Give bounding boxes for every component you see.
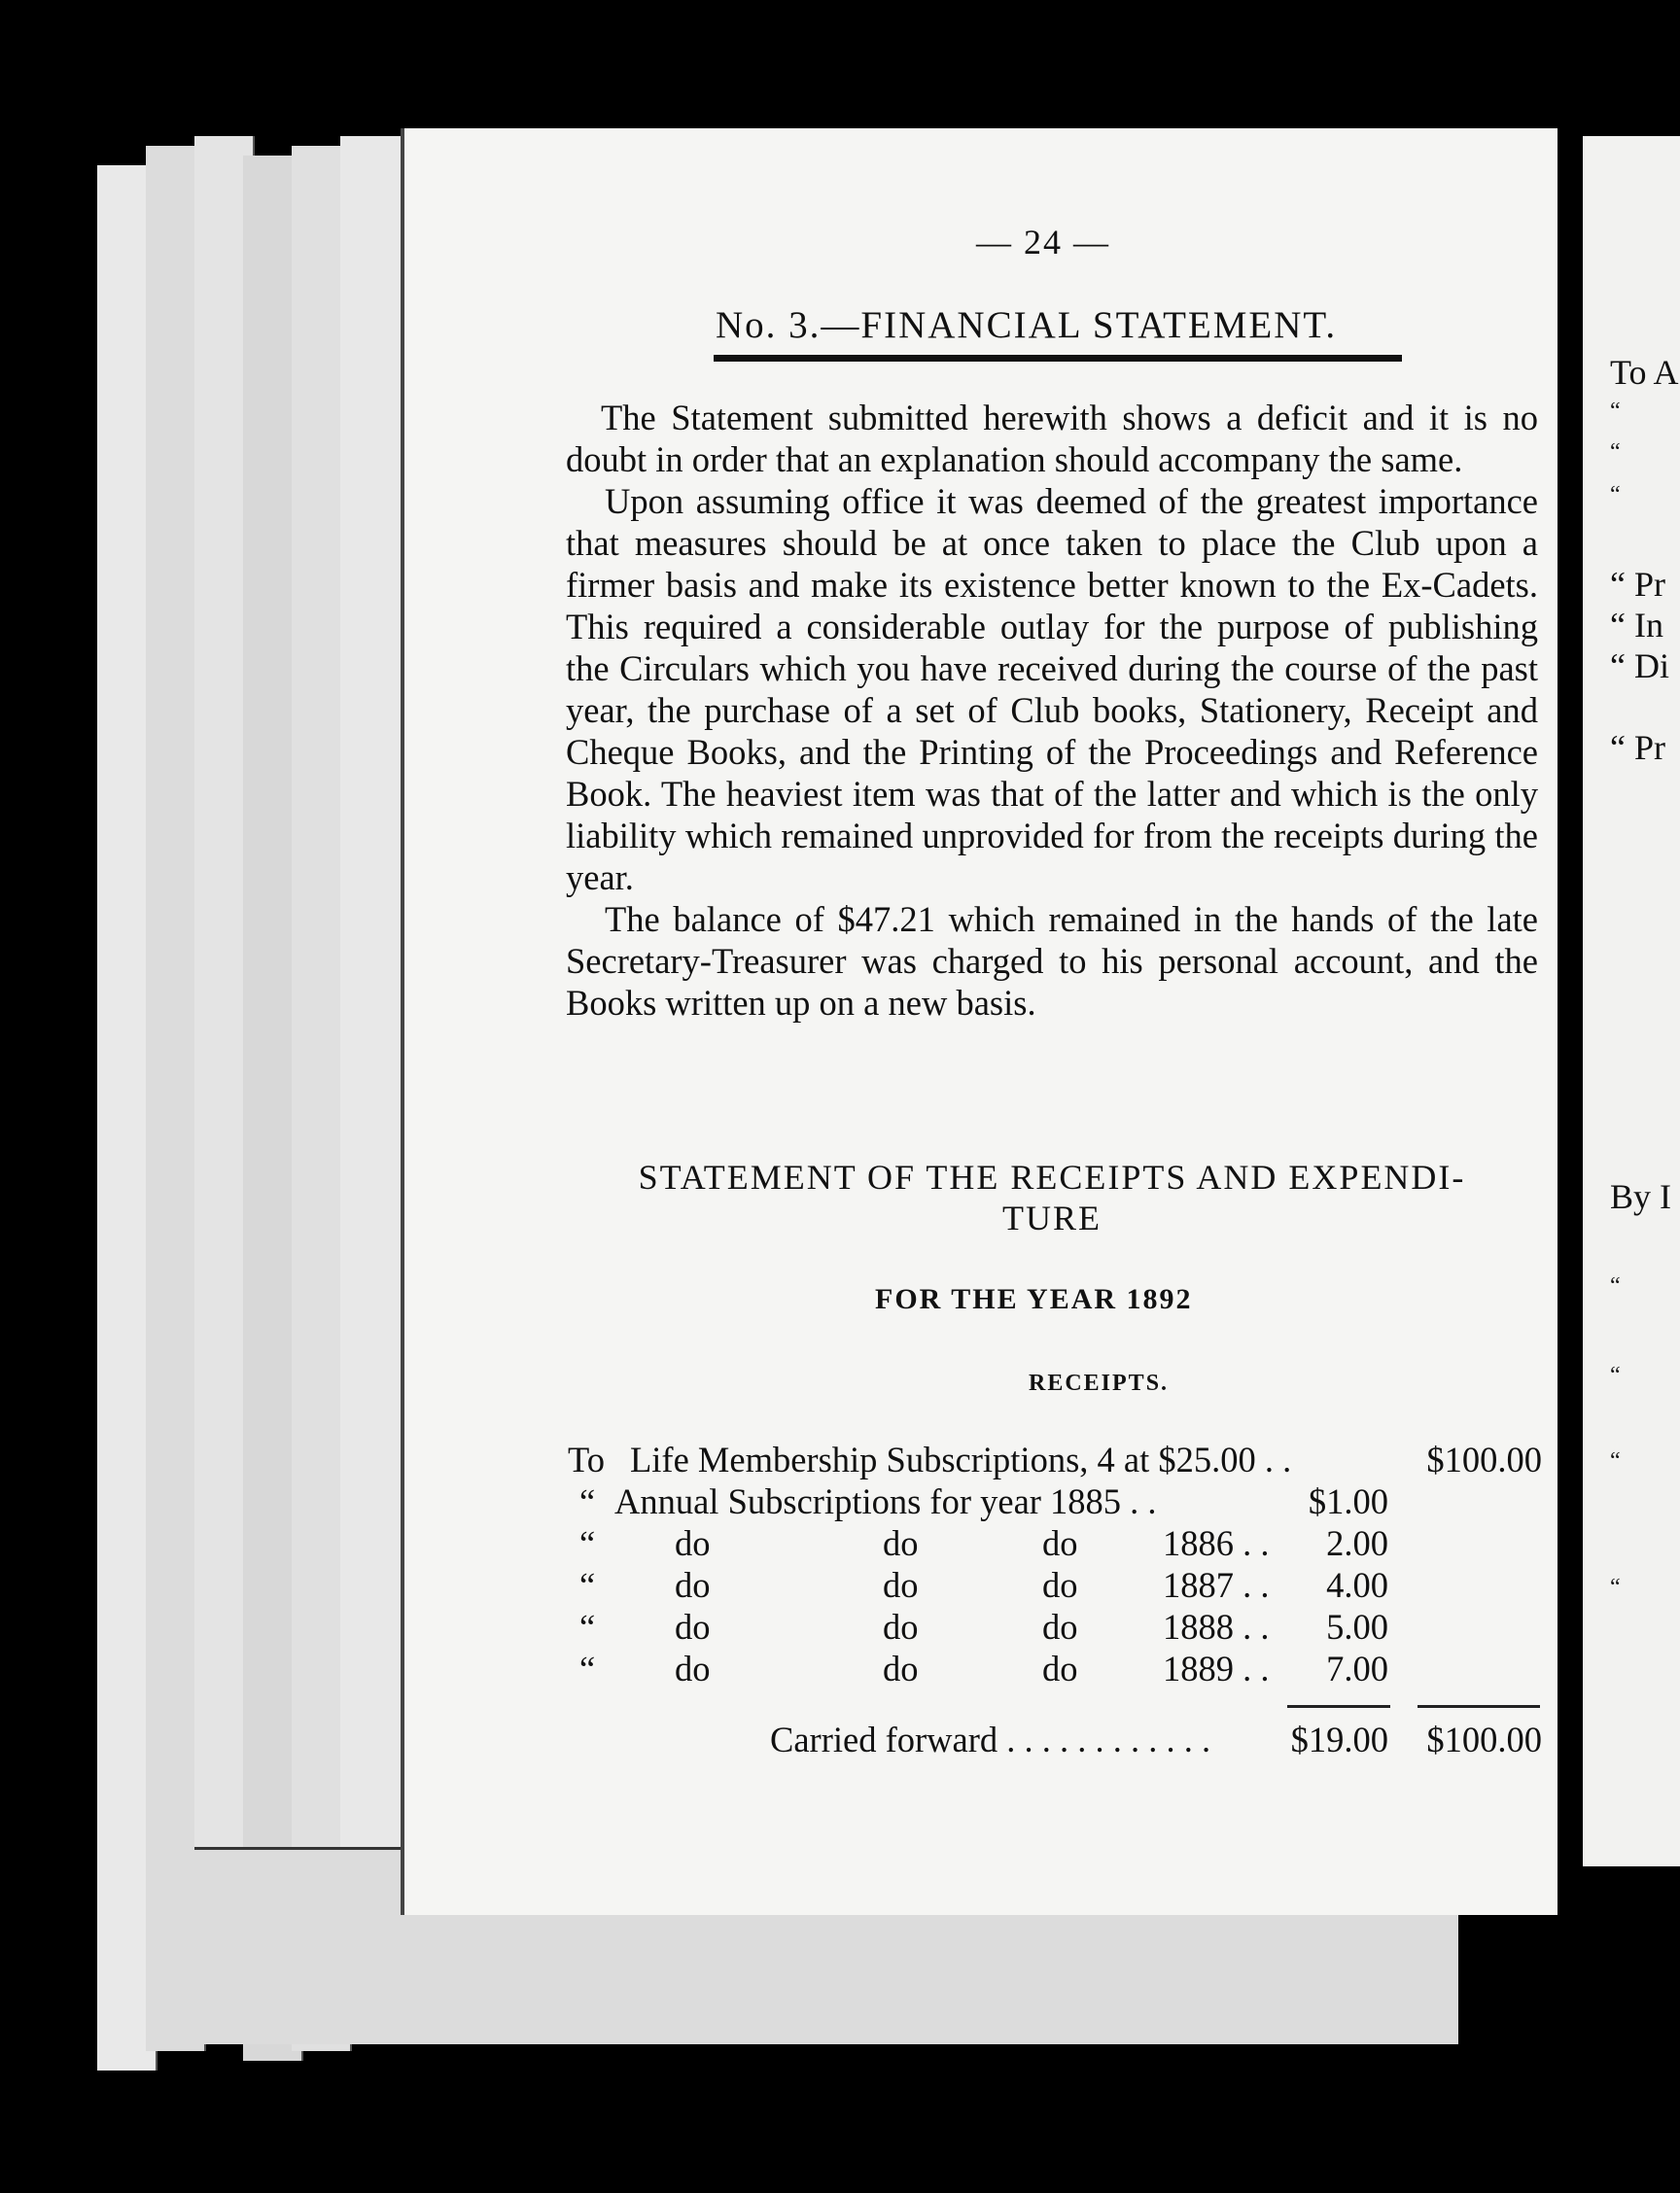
ledger-row	[568, 1522, 1556, 1564]
ledger-total: $100.00	[1426, 1720, 1542, 1759]
facing-page-fragment: “ Pr	[1610, 728, 1665, 767]
ditto-mark: “	[579, 1523, 596, 1563]
subtotal-rule	[1287, 1705, 1390, 1708]
facing-page	[1583, 136, 1680, 1866]
body-text	[566, 397, 1538, 1024]
statement-title	[566, 1157, 1538, 1238]
ditto-do: do	[675, 1523, 711, 1563]
ledger-year: 1888 . .	[1163, 1607, 1270, 1647]
ledger-year: 1886 . .	[1163, 1523, 1270, 1563]
ditto-mark: “	[579, 1481, 596, 1521]
ledger-year: 1889 . .	[1163, 1649, 1270, 1688]
ledger-row	[568, 1439, 1556, 1480]
page-number: — 24 —	[976, 223, 1110, 261]
ditto-do: do	[1042, 1523, 1078, 1563]
ledger-row	[568, 1648, 1556, 1689]
ditto-do: do	[675, 1565, 711, 1605]
ledger-amount: 2.00	[1326, 1523, 1388, 1563]
ditto-mark: “	[579, 1649, 596, 1688]
paragraph: The Statement submitted herewith shows a deficit and it is no doubt in order that an explanation should accompany the same.	[566, 398, 1538, 479]
facing-page-fragment: “	[1610, 1575, 1621, 1600]
year-subtitle: FOR THE YEAR 1892	[875, 1283, 1193, 1315]
ledger-row	[568, 1480, 1556, 1522]
ledger-row	[568, 1564, 1556, 1606]
facing-page-fragment: “	[1610, 1363, 1621, 1388]
ledger-row-carried-forward	[568, 1719, 1556, 1760]
ledger-amount: $19.00	[1290, 1720, 1388, 1759]
statement-title-line: TURE	[1002, 1199, 1102, 1237]
ledger-year: 1887 . .	[1163, 1565, 1270, 1605]
ledger-amount: 7.00	[1326, 1649, 1388, 1688]
ditto-mark: “	[579, 1565, 596, 1605]
ledger-rule-row	[568, 1689, 1556, 1719]
ledger-amount: $1.00	[1308, 1481, 1388, 1521]
receipts-ledger	[568, 1439, 1556, 1760]
facing-page-fragment: “	[1610, 399, 1621, 424]
carried-forward-label: Carried forward . . . . . . . . . . . .	[770, 1720, 1211, 1759]
paragraph: Upon assuming office it was deemed of the greatest importance that measures should be at once taken to place the Club upon a firmer basis and make its existence better known to the Ex-Cadets. This required a considerable outlay for the purpose of publishing the Circulars which you have received during the course of the past year, the purchase of a set of Club books, Stationery, Receipt and Cheque Books, and the Printing of the Proceedings and Reference Book. The heaviest item was that of the latter and which is the only liability which remained unprovided for from the receipts during the year.	[566, 481, 1538, 897]
ditto-do: do	[1042, 1607, 1078, 1647]
facing-page-fragment: “	[1610, 1448, 1621, 1474]
heading-underline	[714, 355, 1402, 362]
statement-title-line: STATEMENT OF THE RECEIPTS AND EXPENDI-	[638, 1158, 1466, 1197]
ledger-row	[568, 1606, 1556, 1648]
ditto-do: do	[883, 1649, 919, 1688]
facing-page-fragment: “	[1610, 439, 1621, 465]
ditto-do: do	[883, 1607, 919, 1647]
book-page-edges	[97, 136, 428, 2080]
facing-page-fragment: By I	[1610, 1177, 1671, 1216]
facing-page-fragment: “	[1610, 1273, 1621, 1299]
ledger-description: Annual Subscriptions for year 1885 . .	[614, 1481, 1157, 1521]
ledger-prefix: To	[568, 1440, 605, 1479]
ditto-mark: “	[579, 1607, 596, 1647]
facing-page-fragment: “	[1610, 482, 1621, 507]
ditto-do: do	[675, 1607, 711, 1647]
ledger-description: Life Membership Subscriptions, 4 at $25.00 . .	[630, 1440, 1292, 1479]
ditto-do: do	[675, 1649, 711, 1688]
ledger-amount: 4.00	[1326, 1565, 1388, 1605]
facing-page-fragment: “ Pr	[1610, 565, 1665, 604]
section-heading: No. 3.—FINANCIAL STATEMENT.	[716, 304, 1338, 346]
total-rule	[1418, 1705, 1540, 1708]
ditto-do: do	[1042, 1565, 1078, 1605]
facing-page-fragment: “ In	[1610, 606, 1663, 644]
paragraph: The balance of $47.21 which remained in the hands of the late Secretary-Treasurer was charged to his personal account, and the Books written up on a new basis.	[566, 899, 1538, 1023]
ditto-do: do	[1042, 1649, 1078, 1688]
receipts-label: RECEIPTS.	[1029, 1371, 1170, 1396]
ditto-do: do	[883, 1523, 919, 1563]
facing-page-fragment: “ Di	[1610, 646, 1669, 685]
ditto-do: do	[883, 1565, 919, 1605]
facing-page-fragment: To A	[1610, 353, 1679, 392]
ledger-amount: 5.00	[1326, 1607, 1388, 1647]
ledger-total: $100.00	[1426, 1440, 1542, 1479]
